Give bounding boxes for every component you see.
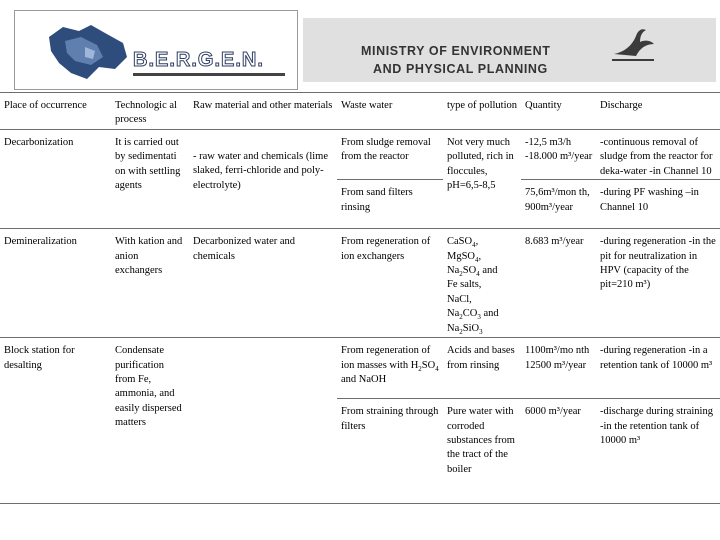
pollutant-na2so4: Na (447, 265, 460, 277)
cell-place: Decarbonization (0, 130, 111, 229)
table-header-row (0, 93, 720, 130)
cell-discharge: -during PF washing –in Channel 10 (596, 180, 720, 229)
col-header-place: Place of occurrence (0, 93, 111, 130)
pollutant-na2sio3-sub2: 3 (479, 327, 483, 336)
pollutant-mg-sub: 4 (475, 255, 479, 264)
cell-waste-water: From sludge removal from the reactor (337, 130, 443, 180)
waste-text-c: and Na (341, 374, 372, 386)
pollutant-na2so4-sub2: 4 (476, 270, 480, 279)
pollutant-na2co3-b: CO (462, 308, 478, 320)
cell-discharge: -during regeneration -in a retention tank of 10000 m³ (596, 338, 720, 399)
cell-raw-material: - raw water and chemicals (lime slaked, ferri-chloride and poly-electrolyte) (189, 130, 337, 229)
cell-pollution (443, 229, 521, 338)
pollutant-na2sio3-sub1: 2 (459, 327, 463, 336)
pollutant-mg-b: SO (461, 250, 476, 262)
pollutant-na2sio3-b: Si (462, 322, 472, 334)
cell-pollution: Pure water with corroded substances from the tract of the boiler (443, 399, 521, 504)
cell-place: Block station for desalting (0, 338, 111, 504)
pollutant-ca-end: , (475, 236, 479, 248)
pollutant-na2so4-sub1: 2 (459, 270, 463, 279)
pollutant-ca: Ca (447, 236, 459, 248)
waste-text-b: SO (421, 359, 436, 371)
waste-text-d: OH (371, 374, 387, 386)
pollutant-ca-sub: 4 (472, 241, 476, 250)
cell-process: It is carried out by sedimentati on with settling agents (111, 130, 189, 229)
ministry-title-line2: AND PHYSICAL PLANNING (373, 62, 548, 76)
bird-icon (610, 24, 656, 64)
waste-sub2: 4 (435, 364, 439, 373)
waste-sub1: 2 (418, 364, 422, 373)
table-row-decarbonization (0, 130, 720, 180)
pollutant-nacl-b: Cl, (459, 293, 472, 305)
pollutant-na2so4-end: and (479, 265, 498, 277)
table-row-block-station (0, 338, 720, 399)
cell-pollution: Acids and bases from rinsing (443, 338, 521, 399)
wastewater-table (0, 92, 720, 504)
cell-waste-water: From straining through filters (337, 399, 443, 504)
col-header-waste-water: Waste water (337, 93, 443, 130)
ministry-title-line1: MINISTRY OF ENVIRONMENT (361, 44, 551, 58)
cell-waste-water: From regeneration of ion exchangers (337, 229, 443, 338)
map-icon (41, 17, 133, 87)
pollutant-na2sio3: Na (447, 322, 460, 334)
cell-place: Demineralization (0, 229, 111, 338)
cell-waste-water (337, 338, 443, 399)
cell-quantity: 1100m³/mo nth 12500 m³/year (521, 338, 596, 399)
table-row-demineralization (0, 229, 720, 338)
pollutant-ca-b: SO (458, 236, 473, 248)
cell-process: With kation and anion exchangers (111, 229, 189, 338)
col-header-quantity: Quantity (521, 93, 596, 130)
cell-waste-water: From sand filters rinsing (337, 180, 443, 229)
cell-pollution: Not very much polluted, rich in floccules, pH=6,5-8,5 (443, 130, 521, 229)
cell-raw-material (189, 338, 337, 504)
col-header-process: Technologic al process (111, 93, 189, 130)
cell-discharge: -continuous removal of sludge from the reactor for deka-water -in Channel 10 (596, 130, 720, 180)
logo-underline (133, 73, 285, 76)
cell-raw-material: Decarbonized water and chemicals (189, 229, 337, 338)
pollutant-mg: Mg (447, 250, 462, 262)
col-header-discharge: Discharge (596, 93, 720, 130)
bergen-logo (14, 10, 298, 90)
waste-text-a: From regeneration of ion masses with H (341, 345, 431, 371)
cell-quantity: 75,6m³/mon th, 900m³/year (521, 180, 596, 229)
cell-quantity: -12,5 m3/h -18.000 m³/year (521, 130, 596, 180)
cell-quantity: 6000 m³/year (521, 399, 596, 504)
pollutant-na2sio3-c: O (471, 322, 480, 334)
cell-process: Condensate purification from Fe, ammonia, and easily dispersed matters (111, 338, 189, 504)
pollutant-na2co3-end: and (480, 308, 499, 320)
cell-discharge: -during regeneration -in the pit for neutralization in HPV (capacity of the pit=210 m³) (596, 229, 720, 338)
cell-quantity: 8.683 m³/year (521, 229, 596, 338)
pollutant-mg-end: , (478, 250, 482, 262)
col-header-raw-material: Raw material and other materials (189, 93, 337, 130)
col-header-pollution: type of pollution (443, 93, 521, 130)
pollutant-na2so4-b: SO (462, 265, 477, 277)
cell-discharge: -discharge during straining -in the retention tank of 10000 m³ (596, 399, 720, 504)
pollutant-nacl: Na (447, 293, 460, 305)
pollutant-fe: Fe salts, (447, 279, 482, 291)
logo-text: B.E.R.G.E.N. (133, 49, 264, 71)
pollutant-na2co3-sub2: 3 (477, 313, 481, 322)
pollutant-na2co3-sub1: 2 (459, 313, 463, 322)
pollutant-na2co3: Na (447, 308, 460, 320)
